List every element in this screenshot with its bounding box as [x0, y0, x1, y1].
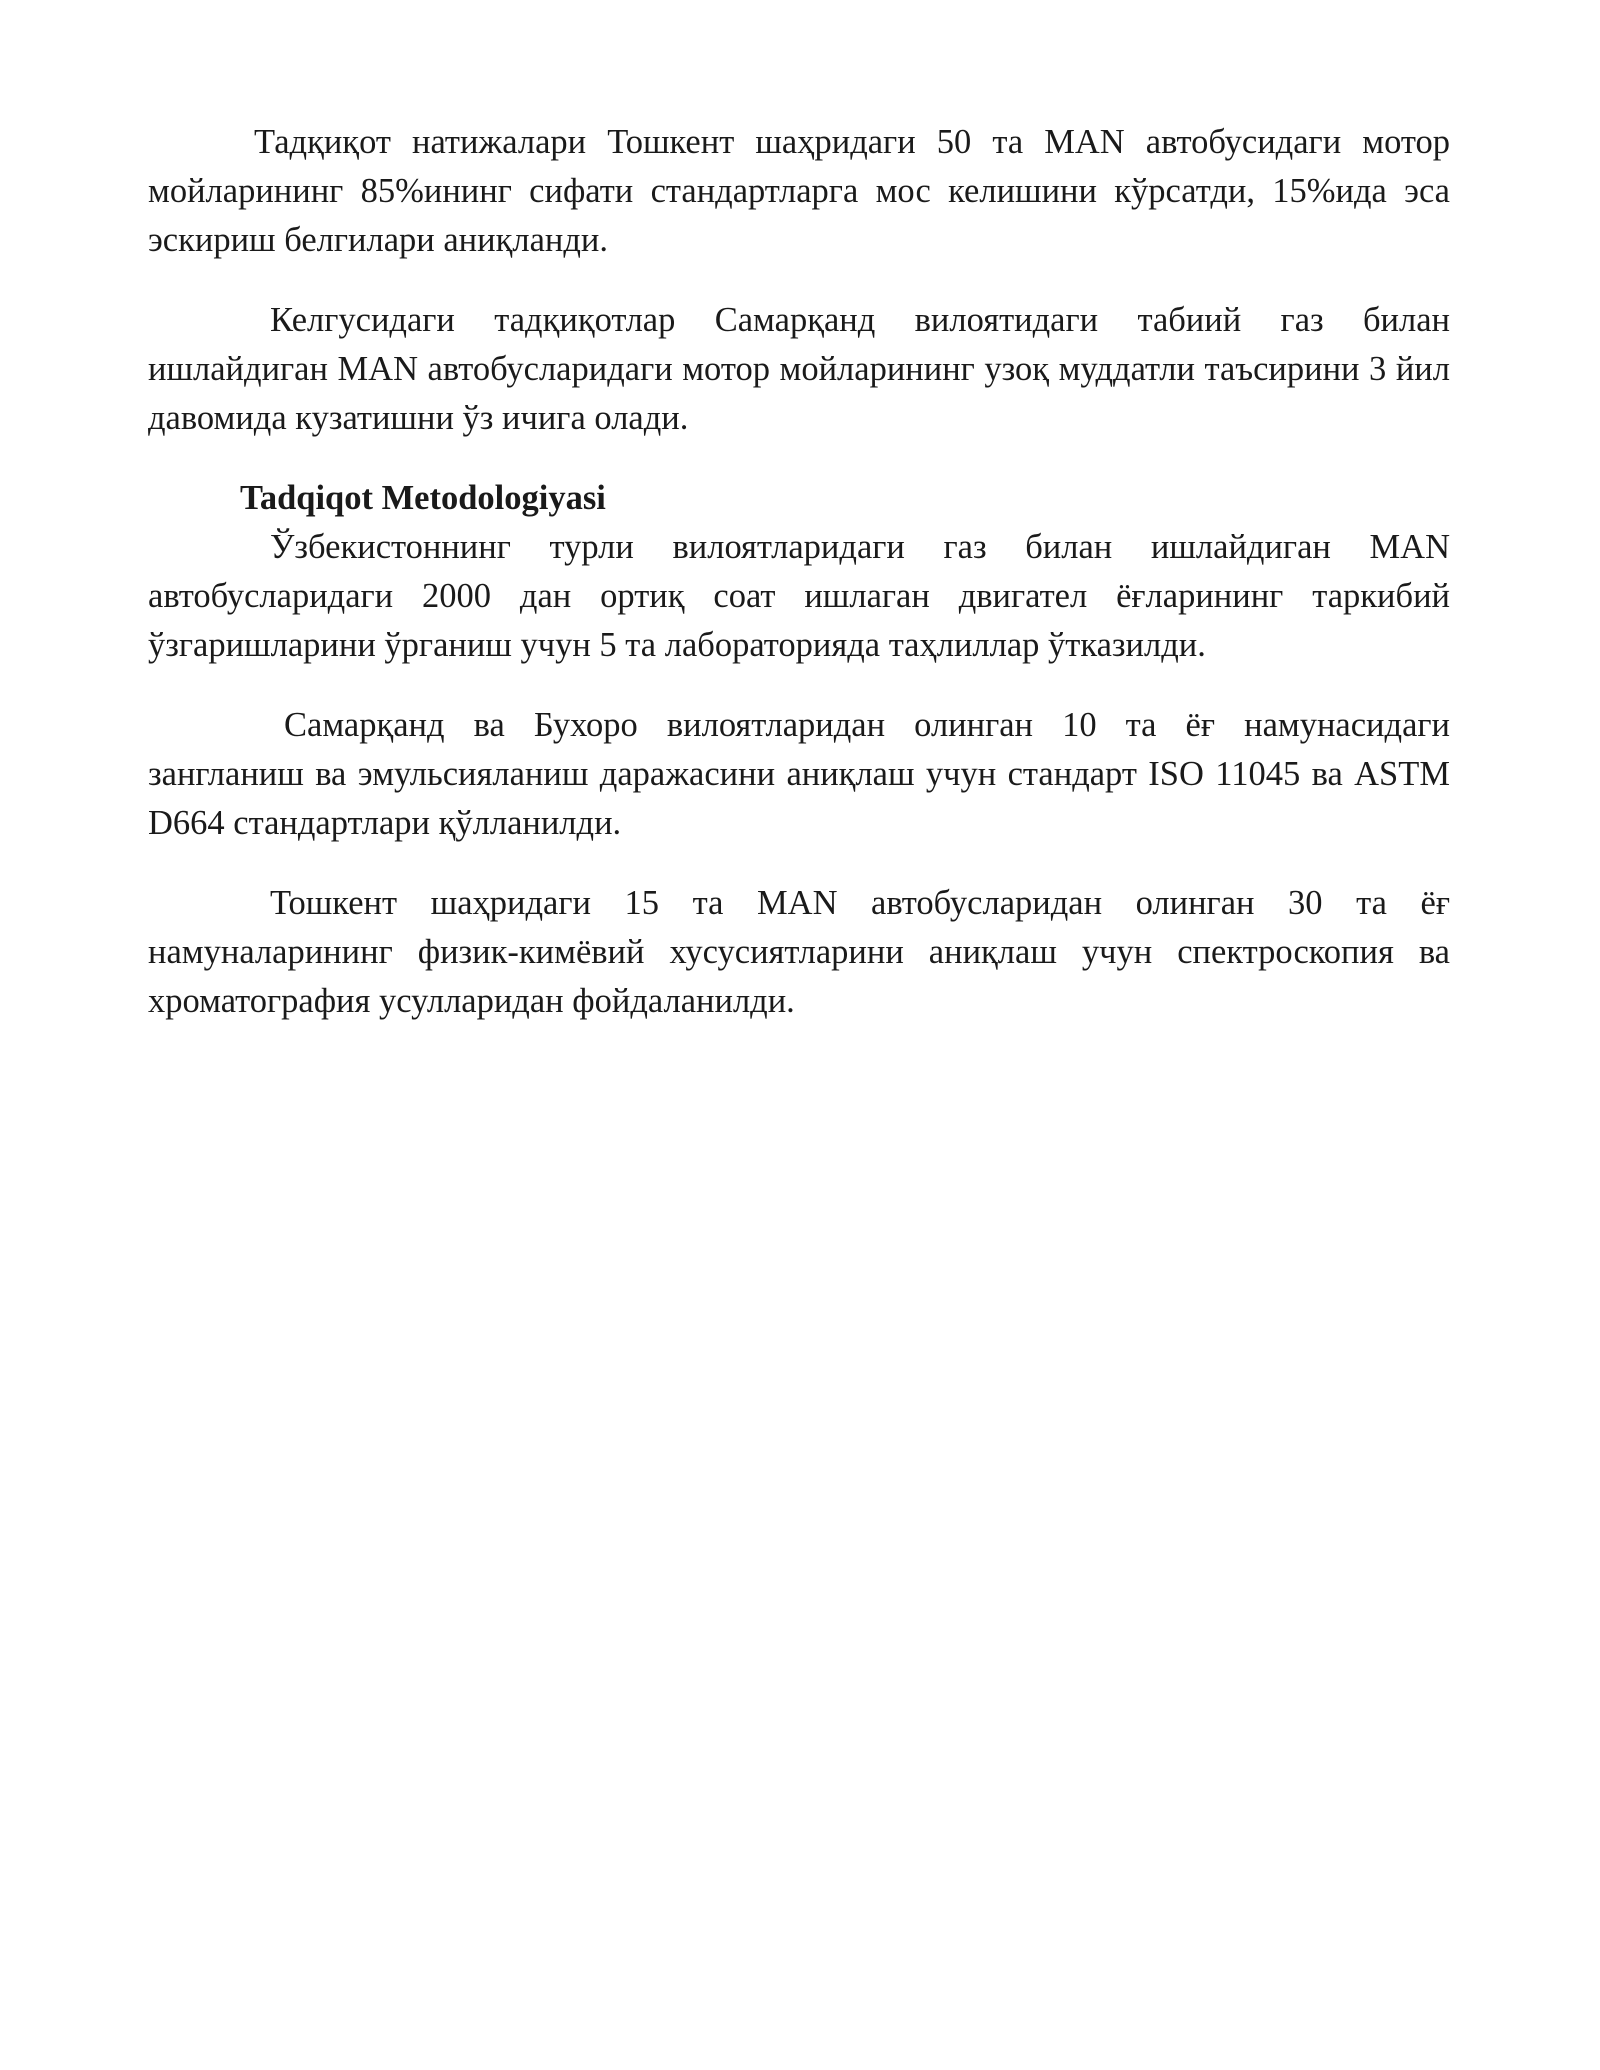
paragraph-future-research: Келгусидаги тадқиқотлар Самарқанд вилоятидаги табиий газ билан ишлайдиган MAN автобусларидаги мотор мойларининг узоқ муддатли таъсирини 3 йил давомида кузатишни ўз ичига олади.	[148, 301, 1450, 437]
section-heading-methodology: Tadqiqot Metodologiyasi	[240, 479, 606, 517]
paragraph-methodology-spectroscopy: Тошкент шаҳридаги 15 та MAN автобусларидан олинган 30 та ёғ намуналарининг физик-кимёвий хусусиятларини аниқлаш учун спектроскопия ва хроматография усулларидан фойдаланилди.	[148, 884, 1450, 1020]
paragraph-results: Тадқиқот натижалари Тошкент шаҳридаги 50 та MAN автобусидаги мотор мойларининг 85%ининг сифати стандартларга мос келишини кўрсатди, 15%ида эса эскириш белгилари аниқланди.	[148, 123, 1450, 259]
paragraph-methodology-standards: Самарқанд ва Бухоро вилоятларидан олинган 10 та ёғ намунасидаги зангланиш ва эмульсияланиш даражасини аниқлаш учун стандарт ISO 11045 ва ASTM D664 стандартлари қўлланилди.	[148, 706, 1450, 842]
document-page	[148, 118, 1450, 1026]
paragraph-methodology-labs: Ўзбекистоннинг турли вилоятларидаги газ билан ишлайдиган MAN автобусларидаги 2000 дан ортиқ соат ишлаган двигател ёғларининг таркибий ўзгаришларини ўрганиш учун 5 та лабораторияда таҳлиллар ўтказилди.	[148, 528, 1450, 664]
